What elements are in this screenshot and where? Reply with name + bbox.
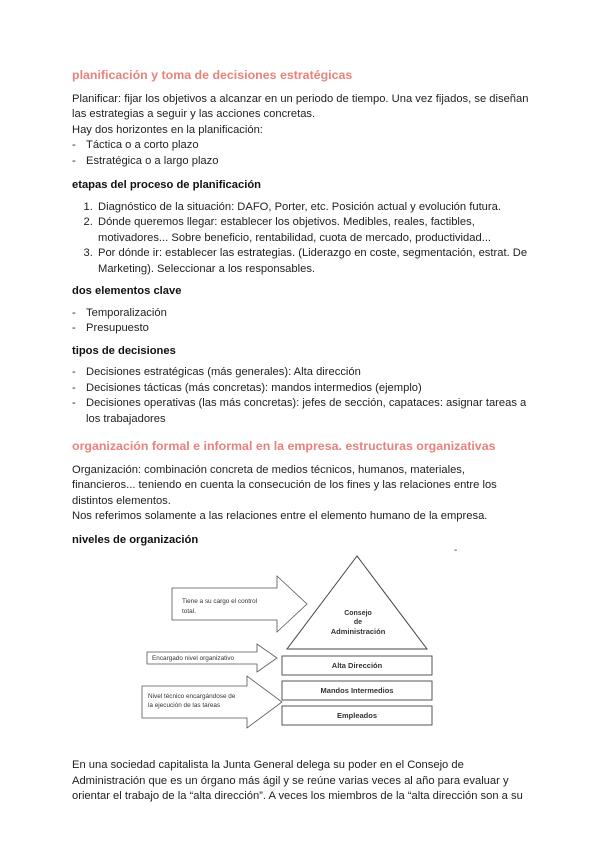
body-line: distintos elementos.: [72, 494, 171, 507]
list-item: - Táctica o a corto plazo: [72, 138, 532, 154]
elementos-list: [72, 306, 532, 337]
horizons-list: [72, 138, 532, 169]
arrow-3-label: Nivel técnico encargándose de: [148, 693, 236, 700]
triangle-label: de: [353, 619, 363, 626]
level-label-empleados: Empleados: [336, 711, 377, 720]
triangle-label: Administración: [330, 627, 386, 636]
intro-line: Planificar: fijar los objetivos a alcanzar en un periodo de tiempo. Una vez fijados, se diseñan: [72, 92, 529, 105]
stray-mark: -: [454, 545, 458, 556]
intro-line: las estrategias a seguir y las acciones concretas.: [72, 108, 316, 120]
intro-line: Hay dos horizontes en la planificación:: [72, 123, 263, 136]
arrow-1-label: Tiene a su cargo el control: [182, 598, 258, 605]
list-item: - Decisiones operativas (las más concretas): jefes de sección, capataces: asignar tareas a los trabajadores: [72, 396, 532, 427]
body-line: Nos referimos solamente a las relaciones entre el elemento humano de la empresa.: [72, 510, 488, 522]
triangle-label: Consejo: [344, 610, 372, 617]
list-item: - Estratégica o a largo plazo: [72, 154, 532, 170]
heading-elementos: dos elementos clave: [72, 285, 182, 297]
level-label-alta: Alta Dirección: [331, 661, 383, 670]
heading-etapas: etapas del proceso de planificación: [72, 179, 262, 191]
list-item: - Decisiones estratégicas (más generales): Alta dirección: [72, 365, 532, 381]
section-title-planificacion: planificación y toma de decisiones estratégicas: [72, 68, 353, 82]
heading-tipos: tipos de decisiones: [72, 344, 176, 357]
etapas-list: [72, 200, 532, 278]
body-line: orientar el trabajo de la “alta dirección”. A veces los miembros de la “alta dirección son a su: [72, 790, 523, 802]
section-title-organizacion: organización formal e informal en la empresa. estructuras organizativas: [72, 439, 496, 453]
list-item: 1. Diagnóstico de la situación: DAFO, Porter, etc. Posición actual y evolución futura.: [96, 200, 532, 216]
document-page: [72, 62, 532, 805]
body-line: Administración que es un órgano más ágil y se reúne varias veces al año para evaluar y: [72, 774, 509, 787]
list-item: - Decisiones tácticas (más concretas): mandos intermedios (ejemplo): [72, 381, 532, 397]
list-item: - Temporalización: [72, 306, 532, 322]
body-line: Organización: combinación concreta de medios técnicos, humanos, materiales,: [72, 463, 466, 476]
arrow-1-label: total.: [182, 608, 196, 615]
arrow-3-label: la ejecución de las tareas: [148, 702, 221, 709]
heading-niveles: niveles de organización: [72, 533, 199, 546]
body-line: financieros... teniendo en cuenta la consecución de los fines y las relaciones entre los: [72, 479, 497, 491]
arrow-2-label: Encargado nivel organizativo: [152, 655, 235, 662]
list-item: - Presupuesto: [72, 321, 532, 337]
organization-levels-diagram: [72, 545, 532, 744]
tipos-list: [72, 365, 532, 427]
closing-paragraph: [72, 758, 532, 805]
body-line: En una sociedad capitalista la Junta General delega su poder en el Consejo de: [72, 759, 464, 771]
list-item: 2. Dónde queremos llegar: establecer los objetivos. Medibles, reales, factibles, motivadores... Sobre beneficio, rentabilidad, cuota de mercado, productividad...: [96, 215, 532, 246]
level-label-mandos: Mandos Intermedios: [320, 686, 394, 695]
list-item: 3. Por dónde ir: establecer las estrategias. (Liderazgo en coste, segmentación, estrat. De Marketing). Seleccionar a los responsables.: [96, 246, 532, 277]
